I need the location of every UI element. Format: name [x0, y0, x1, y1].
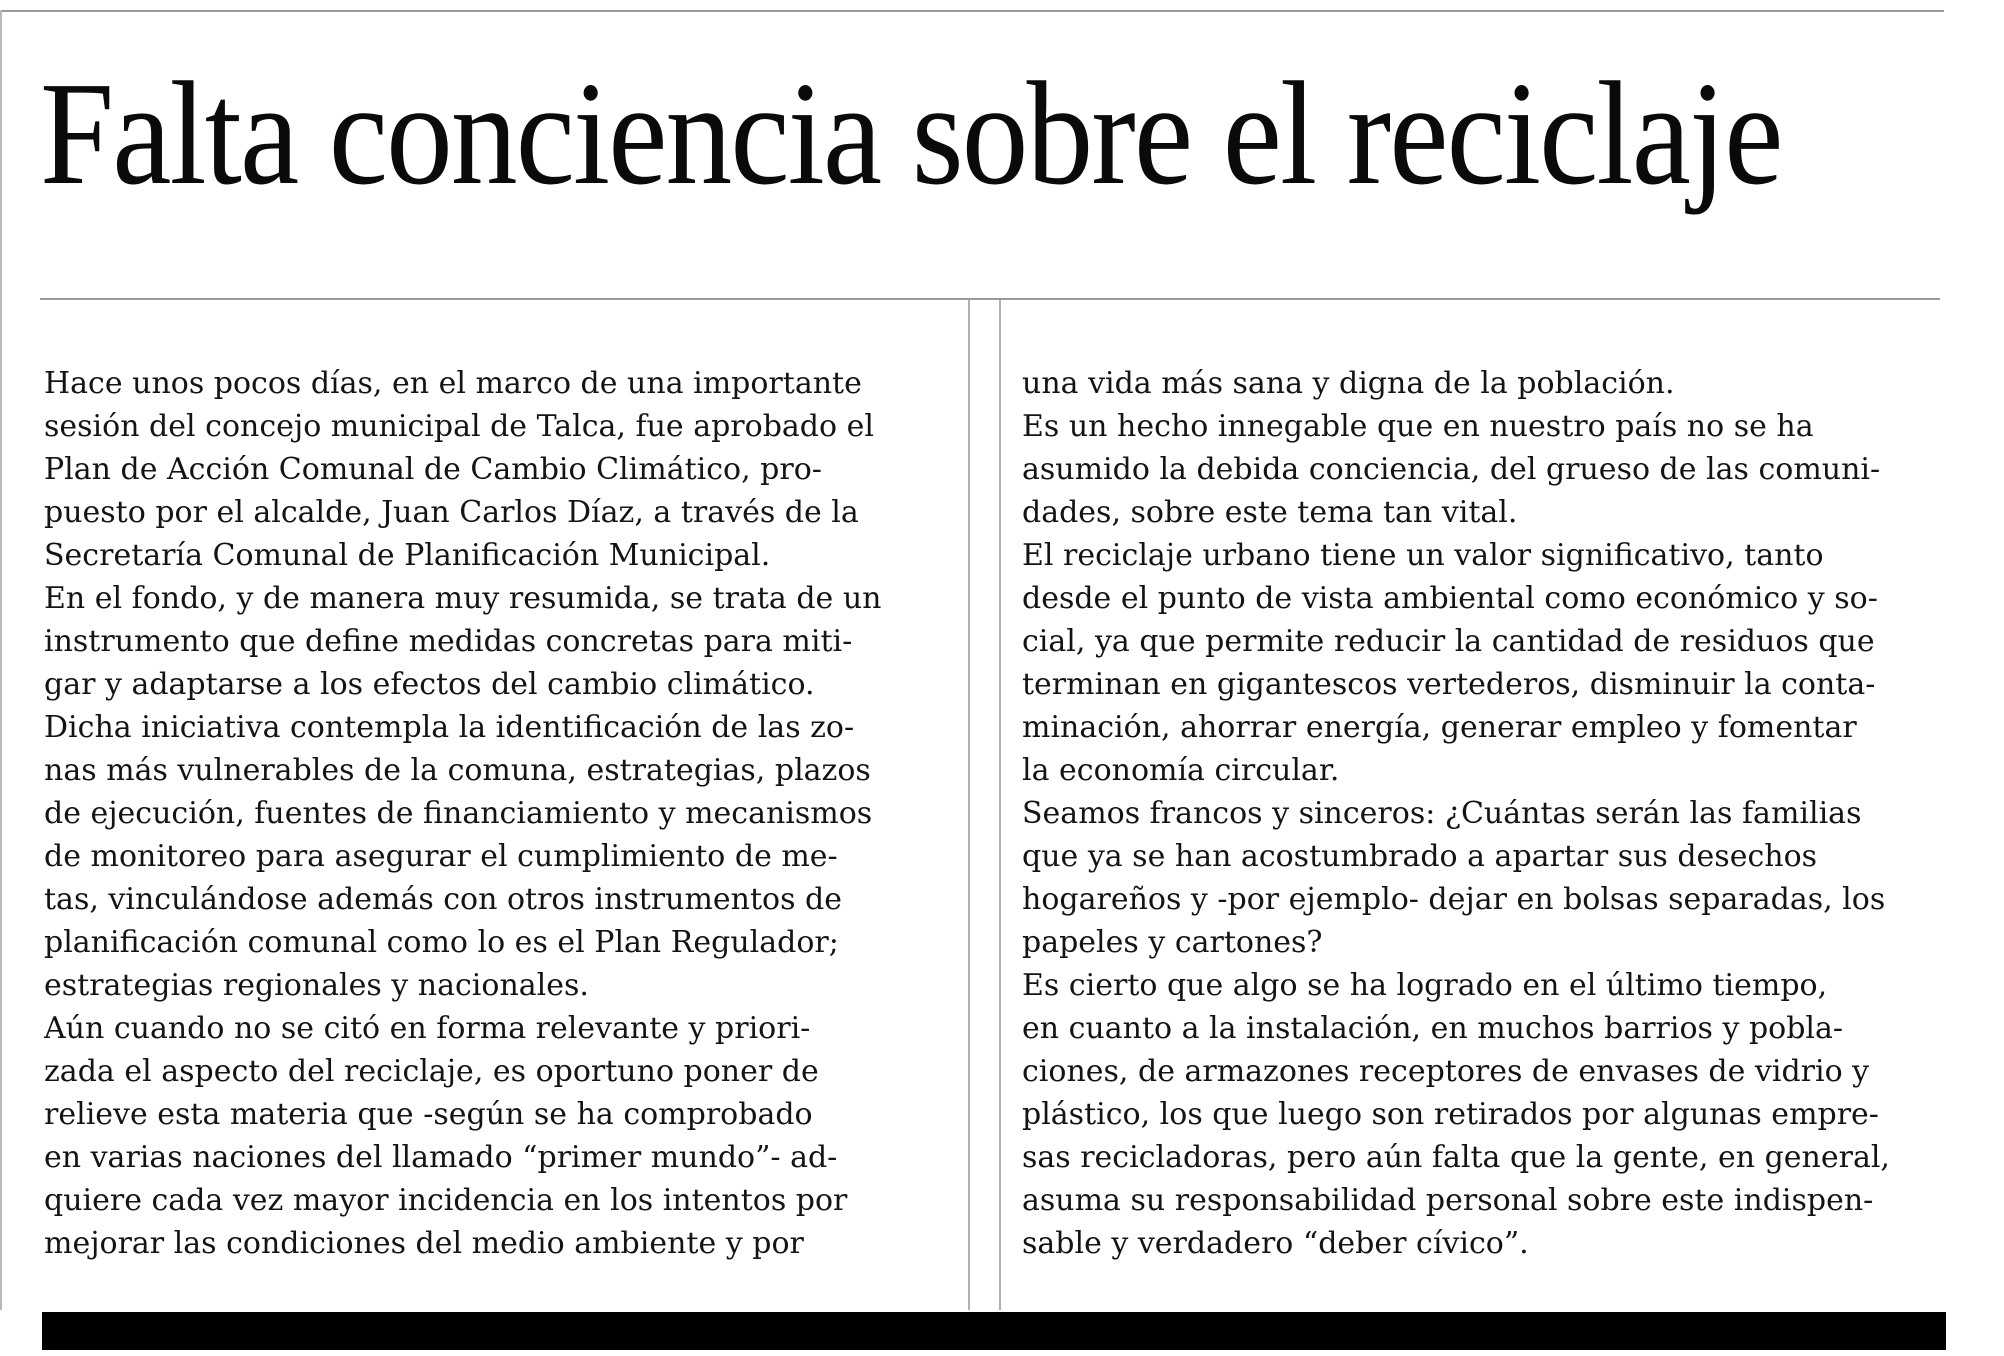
- article-column-left: [44, 362, 944, 1265]
- text-line: Dicha iniciativa contempla la identificación de las zo-: [44, 710, 855, 745]
- text-line: mejorar las condiciones del medio ambiente y por: [44, 1226, 804, 1261]
- headline-divider: [40, 298, 1940, 300]
- text-line: terminan en gigantescos vertederos, disminuir la conta-: [1022, 667, 1876, 702]
- text-line: desde el punto de vista ambiental como económico y so-: [1022, 581, 1878, 616]
- text-line: El reciclaje urbano tiene un valor significativo, tanto: [1022, 538, 1824, 573]
- text-line: Es cierto que algo se ha logrado en el último tiempo,: [1022, 968, 1828, 1003]
- text-line: cial, ya que permite reducir la cantidad de residuos que: [1022, 624, 1875, 659]
- text-line: hogareños y -por ejemplo- dejar en bolsas separadas, los: [1022, 882, 1886, 917]
- text-line: sas recicladoras, pero aún falta que la gente, en general,: [1022, 1140, 1890, 1175]
- text-line: En el fondo, y de manera muy resumida, se trata de un: [44, 581, 882, 616]
- column-divider-right: [999, 300, 1001, 1310]
- text-line: planificación comunal como lo es el Plan Regulador;: [44, 925, 839, 960]
- left-edge-rule: [0, 10, 2, 1310]
- text-line: puesto por el alcalde, Juan Carlos Díaz, a través de la: [44, 495, 859, 530]
- article-column-right: [1022, 362, 1942, 1265]
- text-line: sesión del concejo municipal de Talca, fue aprobado el: [44, 409, 874, 444]
- text-line: gar y adaptarse a los efectos del cambio climático.: [44, 667, 815, 702]
- text-line: tas, vinculándose además con otros instrumentos de: [44, 882, 842, 917]
- text-line: en varias naciones del llamado “primer mundo”- ad-: [44, 1140, 838, 1175]
- text-line: que ya se han acostumbrado a apartar sus desechos: [1022, 839, 1818, 874]
- text-line: la economía circular.: [1022, 753, 1340, 788]
- text-line: asuma su responsabilidad personal sobre este indispen-: [1022, 1183, 1874, 1218]
- text-line: Hace unos pocos días, en el marco de una importante: [44, 366, 862, 401]
- text-line: en cuanto a la instalación, en muchos barrios y pobla-: [1022, 1011, 1844, 1046]
- bottom-black-bar: [42, 1312, 1946, 1350]
- text-line: una vida más sana y digna de la población.: [1022, 366, 1675, 401]
- text-line: zada el aspecto del reciclaje, es oportuno poner de: [44, 1054, 819, 1089]
- text-line: Seamos francos y sinceros: ¿Cuántas serán las familias: [1022, 796, 1862, 831]
- text-line: asumido la debida conciencia, del grueso de las comuni-: [1022, 452, 1881, 487]
- text-line: relieve esta materia que -según se ha comprobado: [44, 1097, 813, 1132]
- text-line: Es un hecho innegable que en nuestro país no se ha: [1022, 409, 1814, 444]
- text-line: ciones, de armazones receptores de envases de vidrio y: [1022, 1054, 1870, 1089]
- text-line: sable y verdadero “deber cívico”.: [1022, 1226, 1529, 1261]
- text-line: papeles y cartones?: [1022, 925, 1323, 960]
- text-line: nas más vulnerables de la comuna, estrategias, plazos: [44, 753, 871, 788]
- column-divider-left: [968, 300, 970, 1310]
- text-line: minación, ahorrar energía, generar empleo y fomentar: [1022, 710, 1857, 745]
- text-line: de monitoreo para asegurar el cumplimiento de me-: [44, 839, 838, 874]
- text-line: plástico, los que luego son retirados por algunas empre-: [1022, 1097, 1879, 1132]
- text-line: instrumento que define medidas concretas para miti-: [44, 624, 853, 659]
- text-line: Secretaría Comunal de Planificación Municipal.: [44, 538, 771, 573]
- text-line: dades, sobre este tema tan vital.: [1022, 495, 1518, 530]
- text-line: de ejecución, fuentes de financiamiento y mecanismos: [44, 796, 873, 831]
- text-line: estrategias regionales y nacionales.: [44, 968, 589, 1003]
- headline: Falta conciencia sobre el reciclaje: [40, 52, 1782, 216]
- text-line: Plan de Acción Comunal de Cambio Climático, pro-: [44, 452, 822, 487]
- text-line: quiere cada vez mayor incidencia en los intentos por: [44, 1183, 848, 1218]
- top-rule: [0, 10, 1944, 12]
- text-line: Aún cuando no se citó en forma relevante y priori-: [44, 1011, 811, 1046]
